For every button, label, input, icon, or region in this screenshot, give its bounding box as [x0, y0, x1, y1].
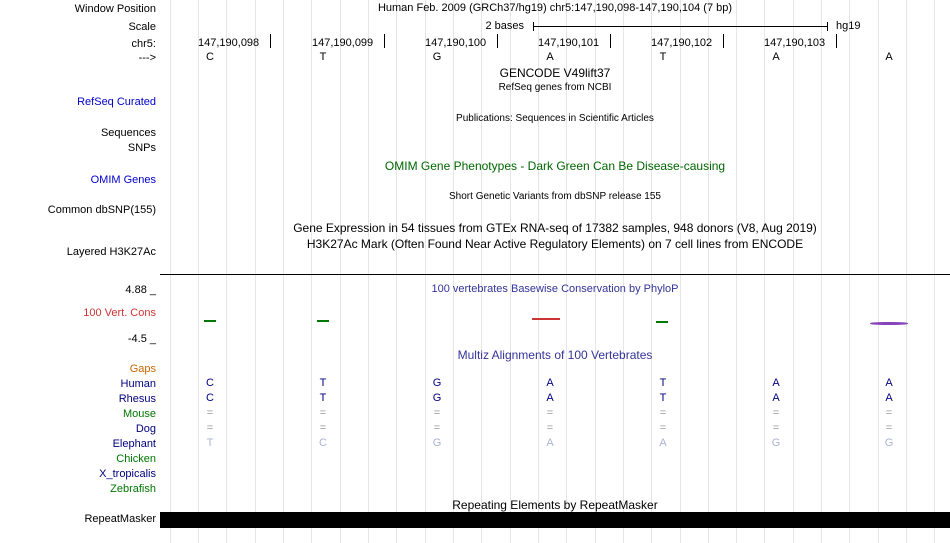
- align-char: =: [319, 422, 327, 434]
- align-char: C: [319, 437, 327, 449]
- label-sequences[interactable]: Sequences: [100, 127, 156, 139]
- align-char: =: [206, 407, 214, 419]
- align-char: =: [772, 407, 780, 419]
- assembly-label: hg19: [836, 20, 861, 32]
- align-char: A: [659, 437, 667, 449]
- align-char: A: [885, 392, 893, 404]
- ruler-tick-label: 147,190,101: [538, 37, 600, 49]
- ruler-tick-mark: [270, 34, 271, 48]
- align-char: A: [546, 437, 554, 449]
- repeatmasker-bar[interactable]: [160, 512, 950, 528]
- label-layered-h3k27ac[interactable]: Layered H3K27Ac: [66, 246, 156, 258]
- align-char: A: [546, 392, 554, 404]
- align-char: G: [771, 437, 781, 449]
- align-char: =: [546, 422, 554, 434]
- species-label-mouse[interactable]: Mouse: [122, 408, 156, 420]
- label-window-position: Window Position: [74, 3, 156, 15]
- align-char: A: [885, 377, 893, 389]
- label-refseq-curated[interactable]: RefSeq Curated: [77, 96, 156, 108]
- species-label-dog[interactable]: Dog: [135, 423, 156, 435]
- reference-base: A: [546, 51, 554, 63]
- scale-bar-line: [533, 26, 828, 27]
- species-label-chicken[interactable]: Chicken: [116, 453, 156, 465]
- align-char: G: [432, 437, 442, 449]
- species-label-human[interactable]: Human: [120, 378, 156, 390]
- align-char: =: [659, 407, 667, 419]
- scale-bar-cap-right: [827, 22, 828, 31]
- track-title-omim: OMIM Gene Phenotypes - Dark Green Can Be Disease-causing: [384, 159, 726, 173]
- ruler-tick-label: 147,190,102: [651, 37, 713, 49]
- align-char: =: [433, 422, 441, 434]
- label-repeatmasker[interactable]: RepeatMasker: [84, 513, 156, 525]
- conservation-mark: [532, 318, 560, 320]
- align-char: T: [659, 377, 667, 389]
- align-char: =: [433, 407, 441, 419]
- ruler-tick-label: 147,190,099: [312, 37, 374, 49]
- cons-axis-max: 4.88 _: [125, 284, 156, 296]
- align-char: T: [206, 437, 214, 449]
- track-title-dbsnp: Short Genetic Variants from dbSNP release 155: [449, 191, 661, 202]
- label-omim-genes[interactable]: OMIM Genes: [90, 174, 156, 186]
- reference-base: A: [885, 51, 893, 63]
- ruler-tick-mark: [723, 34, 724, 48]
- track-title-phylop: 100 vertebrates Basewise Conservation by PhyloP: [431, 283, 679, 295]
- track-title-gencode: GENCODE V49lift37: [499, 66, 611, 80]
- track-title-gtex: Gene Expression in 54 tissues from GTEx RNA-seq of 17382 samples, 948 donors (V8, Aug 2019): [293, 221, 817, 235]
- reference-base: G: [432, 51, 442, 63]
- scale-bar-label: 2 bases: [485, 20, 524, 32]
- conservation-mark: [656, 321, 668, 323]
- align-char: C: [206, 392, 214, 404]
- align-char: T: [319, 392, 327, 404]
- align-char: T: [659, 392, 667, 404]
- align-char: =: [546, 407, 554, 419]
- label-snps[interactable]: SNPs: [127, 142, 156, 154]
- ruler-tick-mark: [384, 34, 385, 48]
- ruler-tick-mark: [610, 34, 611, 48]
- species-label-x-tropicalis[interactable]: X_tropicalis: [99, 468, 156, 480]
- scale-bar-cap-left: [533, 22, 534, 31]
- species-label-zebrafish[interactable]: Zebrafish: [110, 483, 156, 495]
- align-char: A: [546, 377, 554, 389]
- align-char: C: [206, 377, 214, 389]
- align-char: T: [319, 377, 327, 389]
- conservation-mark: [204, 320, 216, 322]
- ruler-tick-mark: [836, 34, 837, 48]
- align-char: G: [432, 377, 442, 389]
- track-title-repeatmasker: Repeating Elements by RepeatMasker: [452, 498, 658, 512]
- ruler-tick-label: 147,190,103: [764, 37, 826, 49]
- align-char: =: [319, 407, 327, 419]
- ruler-tick-label: 147,190,100: [425, 37, 487, 49]
- window-position-title: Human Feb. 2009 (GRCh37/hg19) chr5:147,190,098-147,190,104 (7 bp): [377, 2, 733, 14]
- reference-base: A: [772, 51, 780, 63]
- align-char: A: [772, 377, 780, 389]
- align-char: G: [432, 392, 442, 404]
- track-data-area[interactable]: [160, 0, 950, 543]
- align-char: A: [772, 392, 780, 404]
- ruler-tick-mark: [497, 34, 498, 48]
- conservation-mark: [317, 320, 329, 322]
- ruler-tick-label: 147,190,098: [198, 37, 260, 49]
- track-subtitle-gencode: RefSeq genes from NCBI: [498, 82, 612, 93]
- species-label-elephant[interactable]: Elephant: [112, 438, 156, 450]
- align-char: G: [884, 437, 894, 449]
- cons-axis-min: -4.5 _: [127, 333, 156, 345]
- track-separator-line: [160, 274, 950, 275]
- label-scale: Scale: [128, 21, 156, 33]
- track-title-multiz: Multiz Alignments of 100 Vertebrates: [457, 348, 653, 362]
- conservation-mark: [870, 322, 908, 325]
- reference-base: C: [206, 51, 214, 63]
- align-char: =: [206, 422, 214, 434]
- species-label-rhesus[interactable]: Rhesus: [118, 393, 156, 405]
- label-chrom: chr5:: [131, 38, 156, 50]
- reference-base: T: [319, 51, 327, 63]
- label-strand-arrow: --->: [138, 52, 156, 64]
- align-char: =: [885, 407, 893, 419]
- align-char: =: [659, 422, 667, 434]
- align-char: =: [772, 422, 780, 434]
- align-char: =: [885, 422, 893, 434]
- track-title-publications: Publications: Sequences in Scientific Articles: [456, 113, 654, 124]
- label-100-vert-cons[interactable]: 100 Vert. Cons: [83, 307, 156, 319]
- track-title-h3k27ac: H3K27Ac Mark (Often Found Near Active Regulatory Elements) on 7 cell lines from ENCODE: [306, 237, 804, 251]
- track-label-column: [0, 0, 160, 543]
- label-common-dbsnp[interactable]: Common dbSNP(155): [47, 204, 156, 216]
- reference-base: T: [659, 51, 667, 63]
- label-gaps[interactable]: Gaps: [129, 363, 156, 375]
